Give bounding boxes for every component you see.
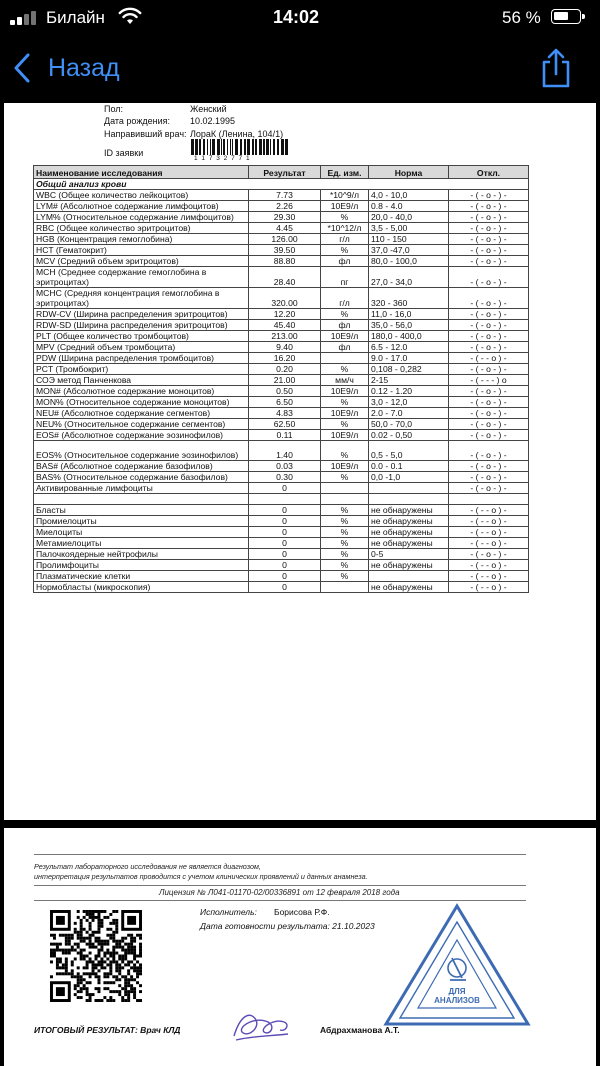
cell-result: 0 [249, 483, 321, 494]
cell-test-name: MCV (Средний объем эритроцитов) [34, 256, 249, 267]
cell-norm: 2-15 [369, 375, 449, 386]
cell-norm: 35,0 - 56,0 [369, 320, 449, 331]
cell-norm: 180,0 - 400,0 [369, 331, 449, 342]
table-row [34, 461, 529, 472]
cell-unit: % [321, 309, 369, 320]
cell-deviation: - ( - о - ) - [449, 234, 529, 245]
cell-unit: г/л [321, 234, 369, 245]
cell-result: 213.00 [249, 331, 321, 342]
barcode-image [191, 139, 291, 155]
cell-deviation: - ( - о - ) - [449, 386, 529, 397]
cell-result: 88.80 [249, 256, 321, 267]
cell-result: 2.26 [249, 201, 321, 212]
cell-deviation: - ( - о - ) - [449, 309, 529, 320]
cell-norm: 20,0 - 40,0 [369, 212, 449, 223]
column-header-unit: Ед. изм. [321, 166, 369, 179]
table-row [34, 408, 529, 419]
cell-deviation: - ( - - о ) - [449, 353, 529, 364]
cell-test-name: Промиелоциты [34, 516, 249, 527]
cell-test-name: MON% (Относительное содержание моноцитов) [34, 397, 249, 408]
cell-result: 1.40 [249, 441, 321, 461]
cell-norm: 0,5 - 5,0 [369, 441, 449, 461]
cell-test-name: PDW (Ширина распределения тромбоцитов) [34, 353, 249, 364]
navigation-bar [0, 34, 600, 100]
cell-deviation: - ( - - о ) - [449, 516, 529, 527]
cell-norm: не обнаружены [369, 582, 449, 593]
cell-norm: 2.0 - 7.0 [369, 408, 449, 419]
qr-code-image [50, 910, 142, 1002]
cell-result: 0 [249, 505, 321, 516]
cell-test-name: Миелоциты [34, 527, 249, 538]
cell-result: 0.11 [249, 430, 321, 441]
cell-norm: 0.8 - 4.0 [369, 201, 449, 212]
battery-percent: 56 % [502, 8, 541, 27]
cell-result: 6.50 [249, 397, 321, 408]
cell-deviation: - ( - о - ) - [449, 430, 529, 441]
cell-test-name: MPV (Средний объем тромбоцита) [34, 342, 249, 353]
cell-deviation: - ( - о - ) - [449, 288, 529, 309]
cell-deviation: - ( - о - ) - [449, 245, 529, 256]
column-header-name: Наименование исследования [34, 166, 249, 179]
cell-norm: 27,0 - 34,0 [369, 267, 449, 288]
column-header-result: Результат [249, 166, 321, 179]
cell-norm: не обнаружены [369, 505, 449, 516]
table-row [34, 223, 529, 234]
cell-norm: не обнаружены [369, 516, 449, 527]
cell-deviation: - ( - о - ) - [449, 212, 529, 223]
cell-unit: % [321, 549, 369, 560]
cell-result: 0 [249, 571, 321, 582]
wifi-icon [118, 7, 142, 25]
table-row [34, 342, 529, 353]
cell-test-name: RDW-SD (Ширина распределения эритроцитов) [34, 320, 249, 331]
cell-deviation: - ( - о - ) - [449, 461, 529, 472]
cell-result: 0.30 [249, 472, 321, 483]
executor-name: Борисова Р.Ф. [274, 907, 330, 917]
cell-test-name: Нормобласты (микроскопия) [34, 582, 249, 593]
table-row [34, 430, 529, 441]
cell-norm: 80,0 - 100,0 [369, 256, 449, 267]
cell-norm: 37,0 -47,0 [369, 245, 449, 256]
cell-unit: % [321, 397, 369, 408]
column-header-norm: Норма [369, 166, 449, 179]
cell-norm: 6.5 - 12.0 [369, 342, 449, 353]
table-row [34, 397, 529, 408]
cell-deviation: - ( - о - ) - [449, 201, 529, 212]
cell-result: 45.40 [249, 320, 321, 331]
stamp-text-line-2: АНАЛИЗОВ [434, 996, 480, 1005]
divider [34, 854, 526, 855]
cell-unit: 10E9/л [321, 408, 369, 419]
cell-norm: 320 - 360 [369, 288, 449, 309]
cell-unit: фл [321, 320, 369, 331]
cell-test-name: WBC (Общее количество лейкоцитов) [34, 190, 249, 201]
disclaimer-line-1: Результат лабораторного исследования не является диагнозом, [34, 862, 261, 871]
cell-result: 0 [249, 527, 321, 538]
cell-norm: не обнаружены [369, 527, 449, 538]
birthdate-value: 10.02.1995 [190, 116, 236, 126]
license-text: Лицензия № Л041-01170-02/00336891 от 12 февраля 2018 года [159, 888, 400, 897]
cell-norm: 0.02 - 0,50 [369, 430, 449, 441]
cell-deviation: - ( - - о ) - [449, 527, 529, 538]
table-row [34, 320, 529, 331]
cell-result: 0 [249, 549, 321, 560]
cell-deviation: - ( - о - ) - [449, 472, 529, 483]
cell-deviation: - ( - о - ) - [449, 223, 529, 234]
cell-test-name: NEU# (Абсолютное содержание сегментов) [34, 408, 249, 419]
section-row [34, 179, 529, 190]
cell-deviation: - ( - о - ) - [449, 397, 529, 408]
cell-test-name: PLT (Общее количество тромбоцитов) [34, 331, 249, 342]
cell-unit [321, 353, 369, 364]
gender-value: Женский [190, 104, 227, 114]
cell-norm: 0-5 [369, 549, 449, 560]
cell-test-name: HGB (Концентрация гемоглобина) [34, 234, 249, 245]
cell-deviation: - ( - о - ) - [449, 483, 529, 494]
cell-unit: мм/ч [321, 375, 369, 386]
cell-deviation: - ( - - - ) о [449, 375, 529, 386]
table-row [34, 288, 529, 309]
ready-date: Дата готовности результата: 21.10.2023 [200, 921, 375, 931]
barcode-digits: 1 1 7 3 2 7 7 1 [194, 155, 251, 162]
cell-result: 0.50 [249, 386, 321, 397]
cell-norm: 4,0 - 10,0 [369, 190, 449, 201]
cell-test-name: NEU% (Относительное содержание сегментов) [34, 419, 249, 430]
section-title: Общий анализ крови [34, 179, 529, 190]
document-page-2[interactable] [4, 828, 596, 1066]
cell-unit: *10^12/л [321, 223, 369, 234]
cell-test-name: MCH (Среднее содержание гемоглобина в эритроцитах) [34, 267, 249, 288]
cell-test-name: HCT (Гематокрит) [34, 245, 249, 256]
cell-deviation: - ( - о - ) - [449, 441, 529, 461]
cell-unit: 10E9/л [321, 331, 369, 342]
cell-norm: не обнаружены [369, 560, 449, 571]
cell-norm: 0,0 -1,0 [369, 472, 449, 483]
cell-unit: % [321, 505, 369, 516]
cell-test-name: PCT (Тромбокрит) [34, 364, 249, 375]
divider [34, 885, 526, 886]
final-doctor-name: Абдрахманова А.Т. [320, 1025, 400, 1035]
cell-deviation: - ( - - о ) - [449, 505, 529, 516]
doctor-label: Направивший врач: [104, 129, 187, 139]
cell-norm: 3,0 - 12,0 [369, 397, 449, 408]
cell-result: 0 [249, 582, 321, 593]
table-row [34, 364, 529, 375]
table-row [34, 472, 529, 483]
cell-norm: 0.12 - 1.20 [369, 386, 449, 397]
cell-deviation: - ( - - о ) - [449, 560, 529, 571]
cell-result: 0.03 [249, 461, 321, 472]
cell-unit: *10^9/л [321, 190, 369, 201]
table-row [34, 212, 529, 223]
table-row [34, 441, 529, 461]
cell-result: 0 [249, 560, 321, 571]
cell-norm: 110 - 150 [369, 234, 449, 245]
cell-unit: % [321, 419, 369, 430]
cell-unit: % [321, 560, 369, 571]
signature-image [226, 1006, 296, 1046]
cell-result: 62.50 [249, 419, 321, 430]
cell-unit: пг [321, 267, 369, 288]
cell-result: 9.40 [249, 342, 321, 353]
cell-unit: 10E9/л [321, 430, 369, 441]
cell-norm [369, 494, 449, 505]
cell-result: 21.00 [249, 375, 321, 386]
cell-result: 0.20 [249, 364, 321, 375]
cell-deviation: - ( - о - ) - [449, 419, 529, 430]
stamp-text-line-1: ДЛЯ [448, 987, 466, 996]
cell-test-name: Активированные лимфоциты [34, 483, 249, 494]
executor-label: Исполнитель: [200, 907, 257, 917]
table-row [34, 549, 529, 560]
laboratory-stamp-image [382, 900, 532, 1030]
cell-result: 39.50 [249, 245, 321, 256]
table-row [34, 234, 529, 245]
cell-unit: фл [321, 342, 369, 353]
cell-test-name: BAS# (Абсолютное содержание базофилов) [34, 461, 249, 472]
cell-norm: 9.0 - 17.0 [369, 353, 449, 364]
cell-norm: 3,5 - 5,00 [369, 223, 449, 234]
cell-result: 28.40 [249, 267, 321, 288]
table-row [34, 494, 529, 505]
cell-deviation: - ( - о - ) - [449, 408, 529, 419]
final-result-label: ИТОГОВЫЙ РЕЗУЛЬТАТ: Врач КЛД [34, 1025, 181, 1035]
clock: 14:02 [273, 7, 320, 27]
cell-test-name: MON# (Абсолютное содержание моноцитов) [34, 386, 249, 397]
cell-norm: 0.0 - 0.1 [369, 461, 449, 472]
table-row [34, 375, 529, 386]
cell-deviation: - ( - о - ) - [449, 331, 529, 342]
cell-deviation: - ( - о - ) - [449, 267, 529, 288]
back-button-label: Назад [48, 54, 120, 82]
cell-deviation: - ( - - о ) - [449, 571, 529, 582]
table-row [34, 516, 529, 527]
cell-unit: % [321, 571, 369, 582]
cell-unit: фл [321, 256, 369, 267]
cell-test-name: Плазматические клетки [34, 571, 249, 582]
table-row [34, 353, 529, 364]
cell-unit: % [321, 212, 369, 223]
cell-unit [321, 582, 369, 593]
cell-test-name: Палочкоядерные нейтрофилы [34, 549, 249, 560]
cell-unit: % [321, 527, 369, 538]
doctor-value: ЛораК (Ленина, 104/1) [190, 129, 284, 139]
cell-norm [369, 571, 449, 582]
cell-deviation: - ( - о - ) - [449, 190, 529, 201]
cell-unit: 10E9/л [321, 201, 369, 212]
status-bar [0, 0, 600, 34]
cell-result: 126.00 [249, 234, 321, 245]
cell-test-name: BAS% (Относительное содержание базофилов) [34, 472, 249, 483]
document-page-1[interactable] [4, 103, 596, 820]
cell-deviation: - ( - о - ) - [449, 342, 529, 353]
table-row [34, 245, 529, 256]
table-row [34, 267, 529, 288]
cell-unit [321, 494, 369, 505]
table-row [34, 505, 529, 516]
table-row [34, 256, 529, 267]
cell-result: 16.20 [249, 353, 321, 364]
cell-result: 4.45 [249, 223, 321, 234]
table-row [34, 386, 529, 397]
battery-icon [551, 9, 581, 24]
cell-result: 7.73 [249, 190, 321, 201]
results-table [33, 165, 529, 593]
table-row [34, 309, 529, 320]
cell-test-name: СОЭ метод Панченкова [34, 375, 249, 386]
cell-norm: не обнаружены [369, 538, 449, 549]
cell-deviation: - ( - о - ) - [449, 320, 529, 331]
disclaimer-line-2: интерпретация результатов проводится с учетом клинических проявлений и данных анамнеза. [34, 872, 368, 881]
cell-deviation [449, 494, 529, 505]
cellular-signal-icon [10, 9, 40, 25]
cell-result: 0 [249, 516, 321, 527]
request-id-label: ID заявки [104, 148, 144, 158]
table-row [34, 560, 529, 571]
cell-unit: % [321, 516, 369, 527]
cell-deviation: - ( - о - ) - [449, 549, 529, 560]
cell-deviation: - ( - о - ) - [449, 256, 529, 267]
cell-result: 0 [249, 538, 321, 549]
cell-norm: 0,108 - 0,282 [369, 364, 449, 375]
cell-deviation: - ( - о - ) - [449, 364, 529, 375]
cell-unit: % [321, 472, 369, 483]
cell-norm [369, 483, 449, 494]
cell-unit: % [321, 538, 369, 549]
cell-unit: 10E9/л [321, 386, 369, 397]
table-row [34, 331, 529, 342]
gender-label: Пол: [104, 104, 124, 114]
table-row [34, 538, 529, 549]
cell-result: 29.30 [249, 212, 321, 223]
cell-result: 12.20 [249, 309, 321, 320]
cell-test-name: RBC (Общее количество эритроцитов) [34, 223, 249, 234]
cell-unit: % [321, 364, 369, 375]
cell-result [249, 494, 321, 505]
table-header-row [34, 166, 529, 179]
table-row [34, 582, 529, 593]
cell-deviation: - ( - - о ) - [449, 582, 529, 593]
cell-test-name: Бласты [34, 505, 249, 516]
cell-test-name [34, 494, 249, 505]
cell-test-name: LYM# (Абсолютное содержание лимфоцитов) [34, 201, 249, 212]
cell-test-name: EOS% (Относительное содержание эозинофилов) [34, 441, 249, 461]
column-header-deviation: Откл. [449, 166, 529, 179]
cell-test-name: Метамиелоциты [34, 538, 249, 549]
cell-test-name: MCHC (Средняя концентрация гемоглобина в эритроцитах) [34, 288, 249, 309]
carrier-name: Билайн [46, 8, 105, 27]
birthdate-label: Дата рождения: [104, 116, 170, 126]
cell-deviation: - ( - - о ) - [449, 538, 529, 549]
cell-test-name: EOS# (Абсолютное содержание эозинофилов) [34, 430, 249, 441]
cell-test-name: Пролимфоциты [34, 560, 249, 571]
share-icon[interactable] [538, 48, 574, 88]
chevron-left-icon [12, 53, 32, 83]
table-row [34, 483, 529, 494]
cell-norm: 50,0 - 70,0 [369, 419, 449, 430]
cell-unit: % [321, 441, 369, 461]
cell-result: 4.83 [249, 408, 321, 419]
disclaimer [34, 862, 368, 882]
table-row [34, 190, 529, 201]
cell-unit: г/л [321, 288, 369, 309]
cell-unit: % [321, 245, 369, 256]
cell-unit [321, 483, 369, 494]
cell-test-name: LYM% (Относительное содержание лимфоцитов) [34, 212, 249, 223]
table-row [34, 571, 529, 582]
cell-result: 320.00 [249, 288, 321, 309]
table-row [34, 527, 529, 538]
table-row [34, 419, 529, 430]
cell-test-name: RDW-CV (Ширина распределения эритроцитов) [34, 309, 249, 320]
table-row [34, 201, 529, 212]
cell-norm: 11,0 - 16,0 [369, 309, 449, 320]
cell-unit: 10E9/л [321, 461, 369, 472]
